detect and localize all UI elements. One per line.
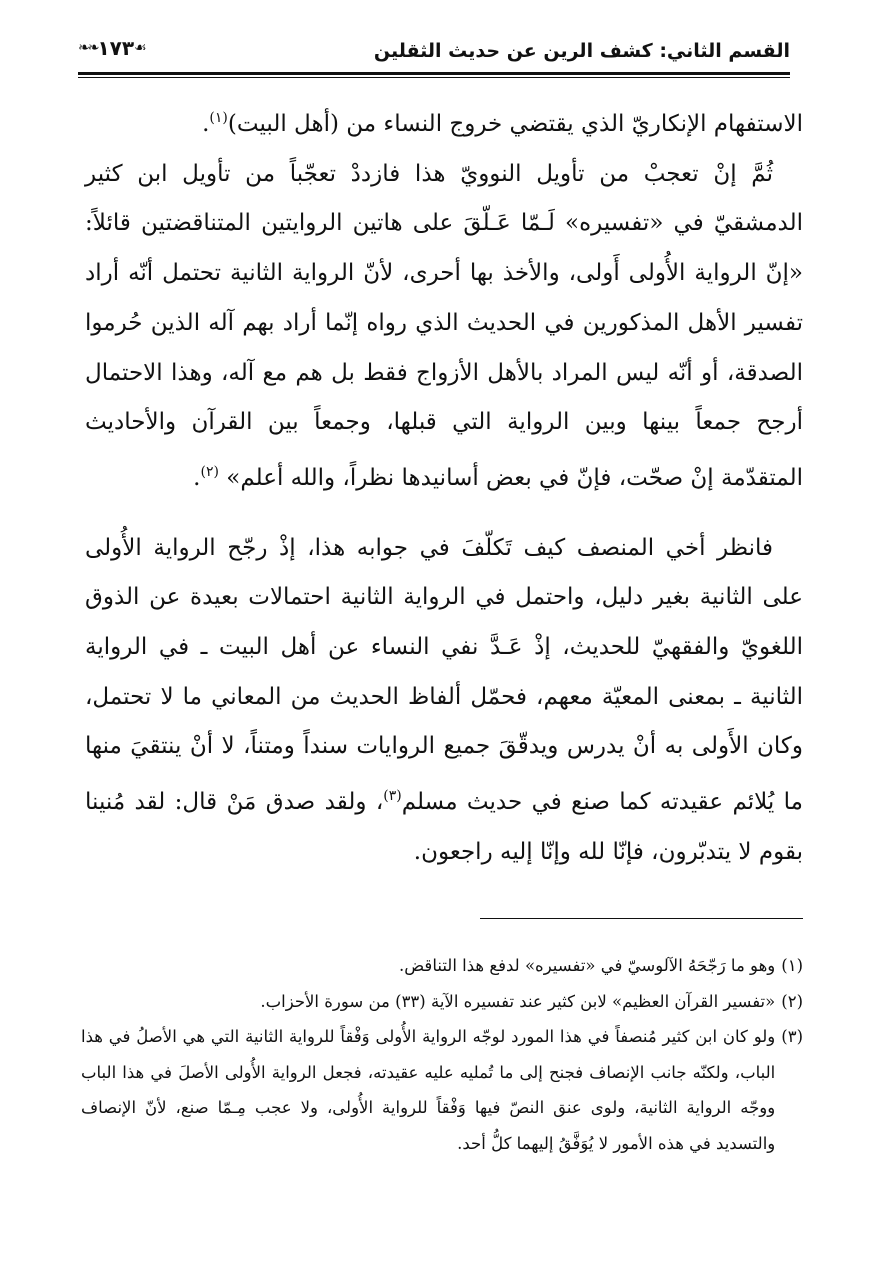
footnote-text: «تفسير القرآن العظيم» لابن كثير عند تفسيره الآية (٣٣) من سورة الأحزاب. — [260, 991, 776, 1011]
paragraph-2: ثُمَّ إنْ تعجبْ من تأويل النوويّ هذا فازددْ تعجّباً من تأويل ابن كثير الدمشقيّ في «تفسيره» لَـمّا عَـلّقَ على هاتين الروايتين المتناقضتين قائلاً: «إنّ الرواية الأُولى أَولى، والأخذ بها أحرى، لأنّ الرواية الثانية تحتمل أنّه أراد تفسير الأهل المذكورين في الحديث الذي رواه إنّما أراد بهم آله الذين حُرموا الصدقة، أو أنّه ليس المراد بالأهل الأزواج فقط بل هم مع آله، وهذا الاحتمال أرجح جمعاً بينها وبين الرواية التي قبلها، وجمعاً بين القرآن والأحاديث المتقدّمة إنْ صحّت، فإنّ في بعض أسانيدها نظراً، والله أعلم» $^{(٢)}$. — [85, 160, 803, 491]
footnote-1 — [81, 948, 803, 984]
paragraph-3 — [85, 524, 803, 878]
footnote-ref-3: (٣) — [383, 788, 402, 805]
page-header — [78, 34, 790, 74]
page-number-value: ١٧٣ — [97, 36, 135, 60]
footnote-2 — [81, 984, 803, 1020]
footnote-number: (١) — [781, 956, 803, 975]
header-rule — [78, 72, 790, 78]
paragraph-3-text-a: فانظر أخي المنصف كيف تَكلّفَ في جوابه هذا، إذْ رجّح الرواية الأُولى على الثانية بغير دليل، واحتمل في الرواية الثانية احتمالات بعيدة عن الذوق اللغويّ والفقهيّ للحديث، إذْ عَـدَّ نفي النساء عن أهل البيت ـ في الرواية الثانية ـ بمعنى المعيّة معهم، فحمّل ألفاظ الحديث من المعاني ما لا تحتمل، وكان الأَولى به أنْ يدرس ويدقّقَ جميع الروايات سنداً ومتناً، لا أنْ ينتقيَ منها ما يُلائم عقيدته كما صنع في حديث مسلم — [85, 534, 804, 816]
paragraph-1-text: الاستفهام الإنكاريّ الذي يقتضي خروج النساء من (أهل البيت) — [227, 111, 803, 137]
footnote-number: (٣) — [781, 1027, 803, 1046]
footnote-3 — [81, 1019, 803, 1161]
main-text — [85, 94, 803, 878]
paragraph-2-text: ثُمَّ إنْ تعجبْ من تأويل النوويّ هذا فازددْ تعجّباً من تأويل ابن كثير الدمشقيّ في «تفسيره» لَـمّا عَـلّقَ على هاتين الروايتين المتناقضتين قائلاً: «إنّ الرواية الأُولى أَولى، والأخذ بها أحرى، لأنّ الرواية الثانية تحتمل أنّه أراد تفسير الأهل المذكورين في الحديث الذي رواه إنّما أراد بهم آله الذين حُرموا الصدقة، أو أنّه ليس المراد بالأهل الأزواج فقط بل هم مع آله، وهذا الاحتمال أرجح جمعاً بينها وبين الرواية التي قبلها، وجمعاً بين القرآن والأحاديث المتقدّمة إنْ صحّت، فإنّ في بعض أسانيدها نظراً، والله أعلم» — [85, 160, 803, 491]
footnote-text: ولو كان ابن كثير مُنصفاً في هذا المورد لوجّه الرواية الأُولى وَفْقاً للرواية الثانية التي هي الأصلُ في هذا الباب، ولكنّه جانب الإنصاف فجنح إلى ما تُمليه عليه عقيدته، فجعل الرواية الأُولى الأصلَ في هذا الباب ووجّه الرواية الثانية، ولوى عنق النصّ فيها وَفْقاً للرواية الأُولى، ولا عجب مِـمّا صنع، لأنّ الإنصاف والتسديد في هذه الأمور لا يُوَفَّقُ إليهما كلُّ أحد. — [81, 1027, 776, 1153]
page-number-ornament-left: ❧❧ — [78, 40, 98, 56]
footnote-ref-2: (٢) — [200, 463, 219, 480]
footnote-text: وهو ما رَجّحَهُ الآلوسيّ في «تفسيره» لدفع هذا التناقض. — [398, 956, 776, 975]
paragraph-1: الاستفهام الإنكاريّ الذي يقتضي خروج النساء من (أهل البيت)$^{(١)}$. — [202, 110, 803, 137]
footnotes — [81, 948, 803, 1161]
footnote-ref-1: (١) — [209, 110, 228, 126]
running-title: القسم الثاني: كشف الرين عن حديث الثقلين — [373, 40, 790, 62]
footnote-number: (٢) — [781, 991, 803, 1011]
paragraph-3-text-b: ، ولقد صدق مَنْ قال: لقد مُنينا بقوم لا يتدبّرون، فإنّا لله وإنّا إليه راجعون. — [85, 789, 803, 865]
page-number — [78, 36, 145, 60]
page-number-ornament-right: ☙ — [134, 40, 145, 56]
footnote-separator — [480, 918, 803, 919]
